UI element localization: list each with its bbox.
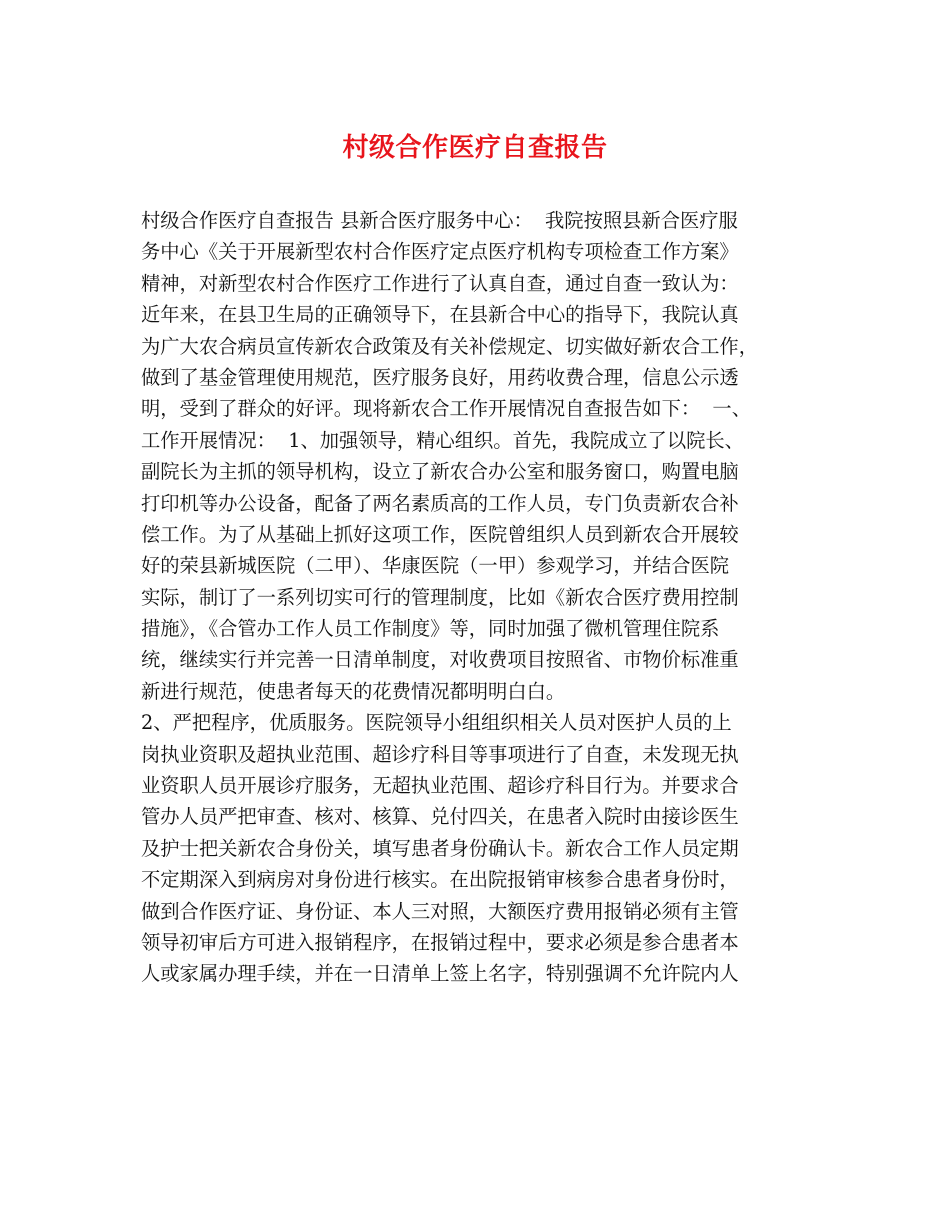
body-line: 好的荣县新城医院（二甲）、华康医院（一甲）参观学习，并结合医院: [141, 554, 730, 578]
body-line: 不定期深入到病房对身份进行核实。在出院报销审核参合患者身份时，: [141, 868, 739, 892]
body-line: 2、严把程序，优质服务。医院领导小组组织相关人员对医护人员的上: [141, 711, 732, 735]
body-line: 措施》，《合管办工作人员工作制度》等，同时加强了微机管理住院系: [141, 617, 720, 641]
body-line: 明，受到了群众的好评。现将新农合工作开展情况自查报告如下： 一、: [141, 397, 751, 421]
body-line: 村级合作医疗自查报告 县新合医疗服务中心： 我院按照县新合医疗服: [141, 209, 738, 232]
body-line: 务中心《关于开展新型农村合作医疗定点医疗机构专项检查工作方案》: [141, 240, 739, 264]
document-body: [141, 205, 821, 990]
body-line: 管办人员严把审查、核对、核算、兑付四关，在患者入院时由接诊医生: [141, 805, 739, 829]
body-line: 业资职人员开展诊疗服务，无超执业范围、超诊疗科目行为。并要求合: [141, 774, 739, 798]
body-line: 偿工作。为了从基础上抓好这项工作，医院曾组织人员到新农合开展较: [141, 522, 739, 546]
body-line: 实际，制订了一系列切实可行的管理制度，比如《新农合医疗费用控制: [141, 585, 739, 609]
body-line: 打印机等办公设备，配备了两名素质高的工作人员，专门负责新农合补: [141, 491, 739, 515]
body-line: 为广大农合病员宣传新农合政策及有关补偿规定、切实做好新农合工作，: [141, 334, 758, 358]
body-line: 新进行规范，使患者每天的花费情况都明明白白。: [141, 679, 566, 703]
body-line: 领导初审后方可进入报销程序，在报销过程中，要求必须是参合患者本: [141, 930, 739, 954]
body-line: 副院长为主抓的领导机构，设立了新农合办公室和服务窗口，购置电脑: [141, 460, 739, 484]
body-line: 及护士把关新农合身份关，填写患者身份确认卡。新农合工作人员定期: [141, 836, 739, 860]
body-line: 精神，对新型农村合作医疗工作进行了认真自查，通过自查一致认为：: [141, 271, 739, 295]
body-line: 工作开展情况： 1、加强领导，精心组织。首先，我院成立了以院长、: [141, 428, 744, 452]
body-line: 做到合作医疗证、身份证、本人三对照，大额医疗费用报销必须有主管: [141, 899, 739, 923]
body-line: 岗执业资职及超执业范围、超诊疗科目等事项进行了自查，未发现无执: [141, 742, 739, 766]
document-title: 村级合作医疗自查报告: [342, 133, 608, 163]
body-line: 近年来，在县卫生局的正确领导下，在县新合中心的指导下，我院认真: [141, 303, 739, 327]
body-line: 统，继续实行并完善一日清单制度，对收费项目按照省、市物价标准重: [141, 648, 739, 672]
body-line: 人或家属办理手续，并在一日清单上签上名字，特别强调不允许院内人: [141, 962, 739, 986]
body-line: 做到了基金管理使用规范，医疗服务良好，用药收费合理，信息公示透: [141, 365, 739, 389]
